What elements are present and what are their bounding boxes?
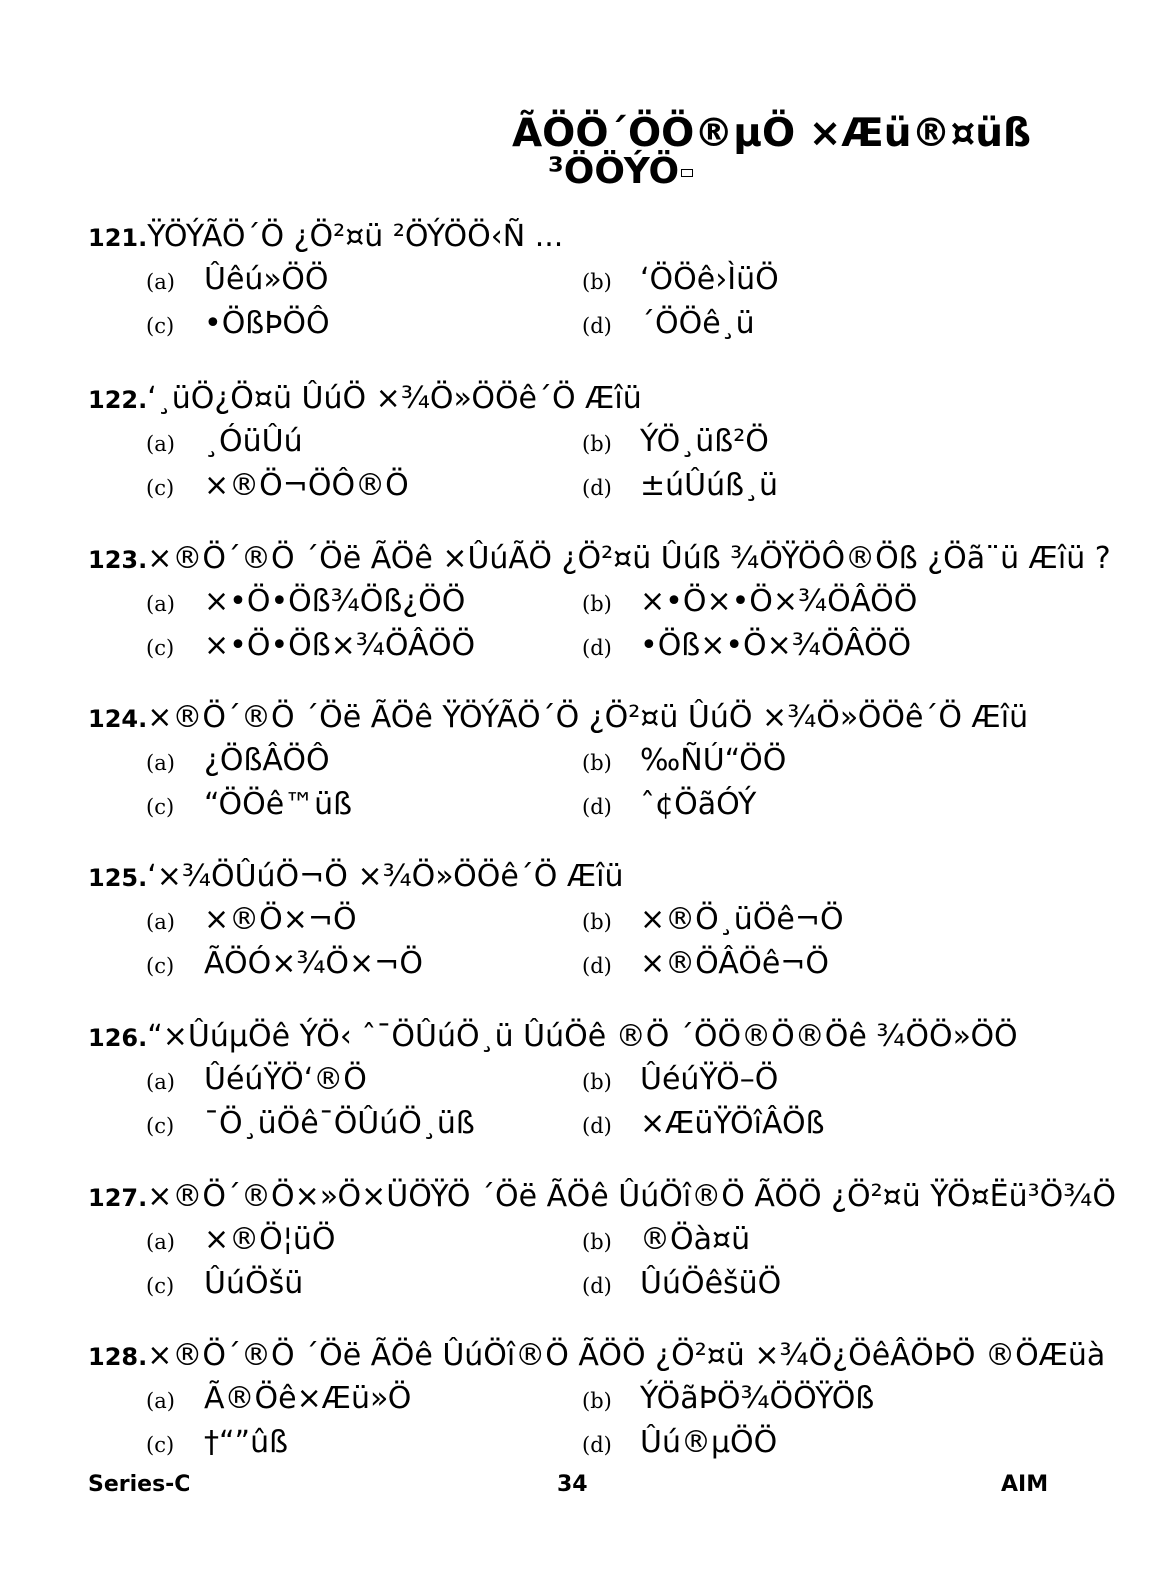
subtitle-box-mark [681, 169, 693, 177]
footer-series: Series-C [88, 1472, 191, 1497]
option-text: Ã®Öê×Æü»Ö [204, 1381, 412, 1416]
option-a [146, 420, 303, 464]
option-c [146, 464, 409, 508]
option-label: (d) [582, 1433, 612, 1457]
option-label: (d) [582, 636, 612, 660]
option-label: (d) [582, 1274, 612, 1298]
option-d [582, 302, 755, 346]
option-label: (c) [146, 636, 175, 660]
option-grid [88, 896, 1153, 986]
option-c [146, 942, 423, 986]
option-a [146, 898, 357, 942]
option-label: (d) [582, 476, 612, 500]
option-text: ÝÖãÞÖ¾ÖÖŸÖß [640, 1381, 875, 1416]
option-text: ´ÖÖê¸ü [640, 306, 755, 341]
option-text: ‰ÑÚ“ÖÖ [640, 743, 787, 778]
option-b [582, 1377, 874, 1421]
option-b [582, 258, 779, 302]
option-text: ˆ¢ÖãÓÝ [640, 787, 757, 822]
option-text: ×•Ö×•Ö×¾ÖÂÖÖ [640, 584, 918, 619]
option-text: ×®ÖÂÖê¬Ö [640, 946, 830, 981]
option-a [146, 739, 330, 783]
question-number: 123. [88, 546, 148, 574]
option-grid [88, 737, 1153, 827]
option-text: “ÖÖê™üß [204, 787, 353, 822]
option-label: (b) [582, 432, 612, 456]
option-text: ×®Ö×¬Ö [204, 902, 357, 937]
option-label: (a) [146, 1389, 175, 1413]
option-text: ×•Ö•Öß×¾ÖÂÖÖ [204, 628, 476, 663]
option-text: Ûêú»ÖÖ [204, 262, 329, 297]
option-a [146, 258, 328, 302]
option-label: (b) [582, 1230, 612, 1254]
option-label: (a) [146, 751, 175, 775]
option-a [146, 1058, 367, 1102]
option-text: ‘ÖÖê›ÌüÖ [640, 262, 779, 297]
question-number: 121. [88, 224, 148, 252]
option-a [146, 580, 465, 624]
question-121 [88, 216, 1153, 346]
question-text: ×®Ö´®Ö ´Öë ÃÖê ÛúÖî®Ö ÃÖÖ ¿Ö²¤ü ×¾Ö¿ÖêÂÖÞÖ ®ÖÆüà [147, 1338, 1106, 1373]
option-label: (b) [582, 1070, 612, 1094]
option-label: (c) [146, 314, 175, 338]
option-text: ¯Ö¸üÖê¯ÖÛúÖ¸üß [204, 1106, 475, 1141]
option-text: ×•Ö•Öß¾Öß¿ÖÖ [204, 584, 466, 619]
question-123 [88, 538, 1153, 668]
page-subtitle-text: ³ÖÖÝÖ [548, 151, 680, 192]
question-text: “×ÛúµÖê ÝÖ‹ ˆ¯ÖÛúÖ¸ü ÛúÖê ®Ö ´ÖÖ®Ö®Öê ¾ÖÖ»ÖÖ [147, 1019, 1018, 1054]
option-text: ×®Ö¦üÖ [204, 1222, 336, 1257]
option-label: (b) [582, 910, 612, 934]
option-text: †“”ûß [204, 1425, 288, 1460]
option-label: (c) [146, 795, 175, 819]
option-b [582, 739, 786, 783]
option-b [582, 580, 917, 624]
question-stem [88, 1016, 1153, 1056]
option-grid [88, 418, 1153, 508]
question-125 [88, 856, 1153, 986]
question-122 [88, 378, 1153, 508]
option-b [582, 898, 844, 942]
option-b [582, 1218, 750, 1262]
option-label: (d) [582, 314, 612, 338]
option-text: ×ÆüŸÖîÂÖß [640, 1106, 825, 1141]
option-d [582, 1102, 825, 1146]
option-label: (a) [146, 432, 175, 456]
option-text: Ûú®µÖÖ [640, 1425, 778, 1460]
question-number: 127. [88, 1184, 148, 1212]
option-grid [88, 1216, 1153, 1306]
question-stem [88, 378, 1153, 418]
question-text: ×®Ö´®Ö ´Öë ÃÖê ×ÛúÃÖ ¿Ö²¤ü Ûúß ¾ÖŸÖÔ®Öß ¿Öã¨ü Æîü ? [147, 541, 1111, 576]
question-number: 126. [88, 1024, 148, 1052]
question-stem [88, 856, 1153, 896]
option-c [146, 624, 475, 668]
option-label: (a) [146, 1070, 175, 1094]
question-number: 128. [88, 1343, 148, 1371]
option-label: (b) [582, 270, 612, 294]
question-stem [88, 697, 1153, 737]
option-label: (a) [146, 270, 175, 294]
page-subtitle [548, 152, 693, 192]
option-d [582, 942, 829, 986]
option-grid [88, 578, 1153, 668]
footer-page-number: 34 [557, 1472, 588, 1497]
option-text: ÛúÖšü [204, 1266, 304, 1301]
question-text: ×®Ö´®Ö×»Ö×ÜÖŸÖ ´Öë ÃÖê ÛúÖî®Ö ÃÖÖ ¿Ö²¤ü ŸÖ¤Ëü³Ö¾Ö [147, 1179, 1116, 1214]
option-text: ®Öà¤ü [640, 1222, 751, 1257]
option-d [582, 464, 778, 508]
question-text: ‘×¾ÖÛúÖ¬Ö ×¾Ö»ÖÖê´Ö Æîü [147, 859, 624, 894]
option-label: (b) [582, 751, 612, 775]
question-128 [88, 1335, 1153, 1465]
option-label: (a) [146, 910, 175, 934]
option-label: (b) [582, 1389, 612, 1413]
question-stem [88, 1335, 1153, 1375]
option-label: (c) [146, 954, 175, 978]
option-text: •ÖßÞÖÔ [204, 306, 330, 341]
option-text: ÃÖÓ×¾Ö×¬Ö [204, 946, 423, 981]
option-c [146, 1102, 475, 1146]
option-grid [88, 256, 1153, 346]
footer-code: AIM [1001, 1472, 1049, 1497]
option-text: ¿ÖßÂÖÔ [204, 743, 330, 778]
option-c [146, 1262, 303, 1306]
option-text: •Öß×•Ö×¾ÖÂÖÖ [640, 628, 912, 663]
question-number: 124. [88, 705, 148, 733]
option-text: ÛéúŸÖ‘®Ö [204, 1062, 367, 1097]
option-d [582, 624, 911, 668]
question-text: ŸÖÝÃÖ´Ö ¿Ö²¤ü ²ÖÝÖÖ‹Ñ ... [147, 219, 564, 254]
option-d [582, 1262, 781, 1306]
option-text: ×®Ö¬ÖÔ®Ö [204, 468, 409, 503]
option-c [146, 302, 330, 346]
question-stem [88, 1176, 1153, 1216]
page-title: ÃÖÖ´ÖÖ®µÖ ×Æü®¤üß [512, 111, 1032, 156]
option-d [582, 1421, 777, 1465]
option-text: ¸ÓüÛú [204, 424, 303, 459]
option-a [146, 1377, 411, 1421]
option-label: (d) [582, 954, 612, 978]
option-d [582, 783, 756, 827]
option-label: (c) [146, 1274, 175, 1298]
option-b [582, 1058, 778, 1102]
option-label: (c) [146, 1114, 175, 1138]
option-text: ÛúÖêšüÖ [640, 1266, 782, 1301]
option-grid [88, 1375, 1153, 1465]
question-text: ‘¸üÖ¿Ö¤ü ÛúÖ ×¾Ö»ÖÖê´Ö Æîü [147, 381, 642, 416]
option-label: (b) [582, 592, 612, 616]
option-grid [88, 1056, 1153, 1146]
question-number: 122. [88, 386, 148, 414]
question-text: ×®Ö´®Ö ´Öë ÃÖê ŸÖÝÃÖ´Ö ¿Ö²¤ü ÛúÖ ×¾Ö»ÖÖê´Ö Æîü [147, 700, 1029, 735]
option-label: (a) [146, 1230, 175, 1254]
question-124 [88, 697, 1153, 827]
question-stem [88, 538, 1153, 578]
option-label: (c) [146, 1433, 175, 1457]
question-127 [88, 1176, 1153, 1306]
option-text: ÛéúŸÖ–Ö [640, 1062, 779, 1097]
question-126 [88, 1016, 1153, 1146]
option-a [146, 1218, 335, 1262]
option-label: (a) [146, 592, 175, 616]
option-text: ±úÛúß¸ü [640, 468, 779, 503]
option-b [582, 420, 769, 464]
option-label: (d) [582, 795, 612, 819]
option-text: ÝÖ¸üß²Ö [640, 424, 769, 459]
question-number: 125. [88, 864, 148, 892]
option-c [146, 1421, 288, 1465]
option-c [146, 783, 352, 827]
option-label: (c) [146, 476, 175, 500]
option-text: ×®Ö¸üÖê¬Ö [640, 902, 844, 937]
option-label: (d) [582, 1114, 612, 1138]
question-stem [88, 216, 1153, 256]
